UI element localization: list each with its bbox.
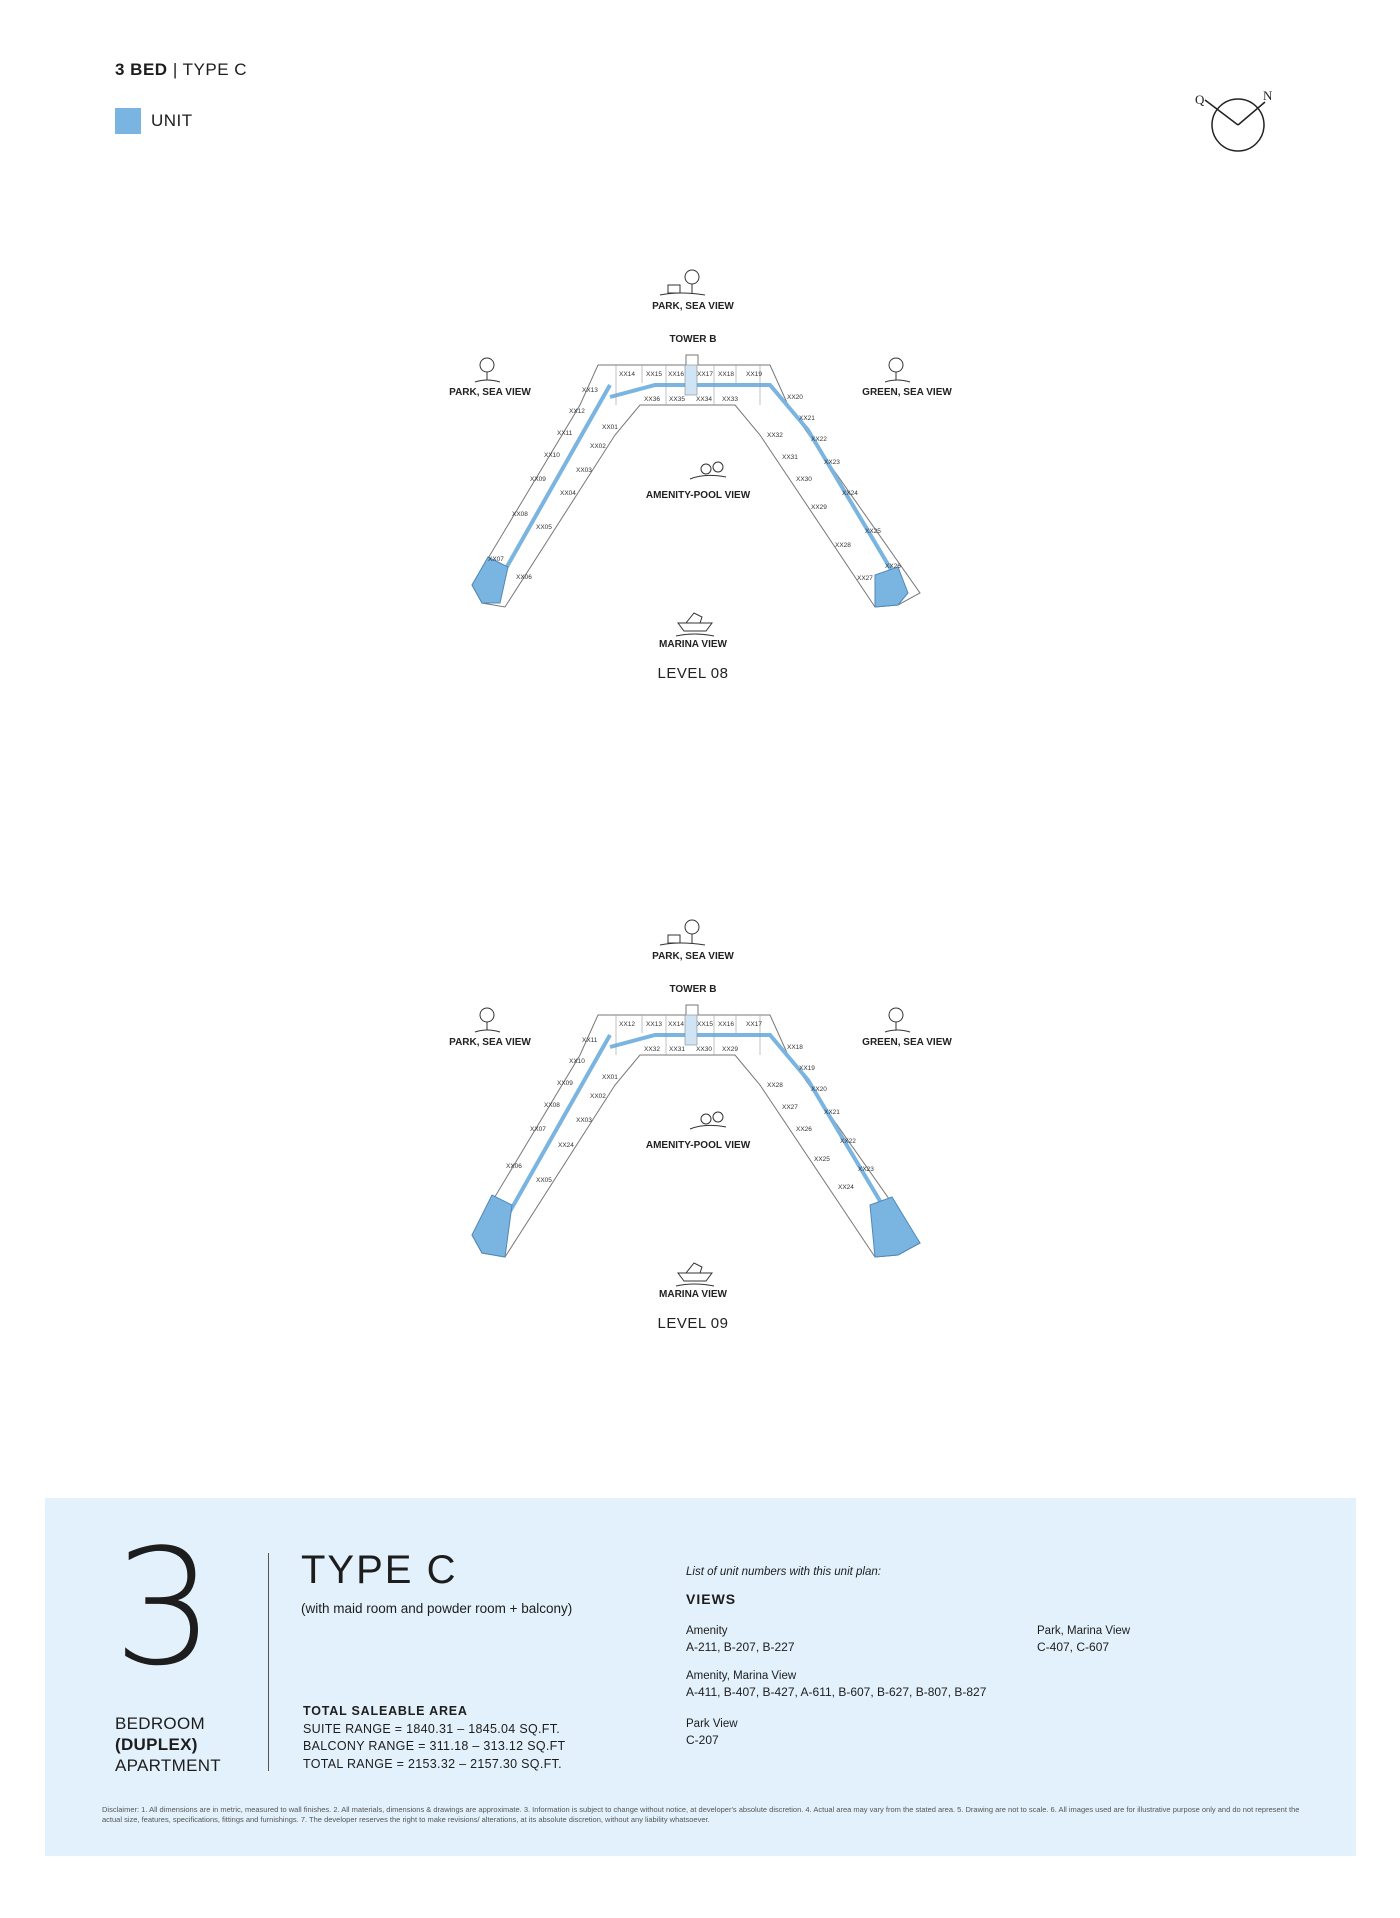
unit-label: XX14 [668, 1021, 684, 1028]
legend-swatch [115, 108, 141, 134]
unit-label: XX27 [857, 575, 873, 582]
unit-label: XX12 [569, 408, 585, 415]
tree-icon [885, 1008, 910, 1032]
unit-label: XX28 [767, 1082, 783, 1089]
boat-icon [676, 613, 714, 636]
floor-plan-drawing [430, 905, 970, 1345]
unit-label: XX01 [602, 1074, 618, 1081]
view-group-units: C-407, C-607 [1037, 1640, 1110, 1654]
top-view-label: PARK, SEA VIEW [652, 301, 734, 312]
unit-label: XX11 [582, 1037, 598, 1044]
unit-type: TYPE C [182, 60, 248, 79]
unit-label: XX25 [814, 1156, 830, 1163]
unit-label: XX04 [560, 490, 576, 497]
tree-icon [475, 1008, 500, 1032]
unit-label: XX15 [646, 371, 662, 378]
highlighted-unit [472, 1195, 512, 1257]
floor-plan-level-08 [430, 255, 970, 695]
level-label: LEVEL 08 [657, 665, 729, 682]
north-compass-icon [1195, 90, 1285, 160]
bedroom-line: (DUPLEX) [115, 1735, 198, 1754]
compass-letter-n: N [1263, 90, 1273, 103]
unit-label: XX26 [796, 1126, 812, 1133]
unit-label: XX32 [644, 1046, 660, 1053]
unit-label: XX13 [646, 1021, 662, 1028]
right-view-label: GREEN, SEA VIEW [862, 1037, 952, 1048]
tree-icon [475, 358, 500, 382]
unit-label: XX24 [838, 1184, 854, 1191]
unit-label: XX05 [536, 524, 552, 531]
bedroom-count-number: 3 [113, 1514, 215, 1701]
unit-label: XX24 [558, 1142, 574, 1149]
unit-label: XX03 [576, 1117, 592, 1124]
page-title [115, 60, 247, 80]
unit-label: XX06 [506, 1163, 522, 1170]
tree-icon [660, 270, 705, 295]
floor-plan-level-09 [430, 905, 970, 1345]
unit-label: XX09 [557, 1080, 573, 1087]
unit-label: XX03 [576, 467, 592, 474]
total-range: TOTAL RANGE = 2153.32 – 2157.30 SQ.FT. [303, 1756, 562, 1771]
unit-label: XX29 [811, 504, 827, 511]
unit-label: XX18 [787, 1044, 803, 1051]
unit-label: XX10 [569, 1058, 585, 1065]
unit-label: XX07 [488, 556, 504, 563]
tree-icon [660, 920, 705, 945]
unit-label: XX01 [602, 424, 618, 431]
view-group-name: Park, Marina View [1037, 1625, 1131, 1637]
unit-label: XX16 [718, 1021, 734, 1028]
suite-range: SUITE RANGE = 1840.31 – 1845.04 SQ.FT. [303, 1721, 561, 1736]
unit-label: XX31 [782, 454, 798, 461]
boat-icon [676, 1263, 714, 1286]
bedroom-type [115, 1713, 221, 1776]
legend-label: UNIT [151, 111, 193, 130]
unit-label: XX21 [824, 1109, 840, 1116]
center-view-label: AMENITY-POOL VIEW [645, 490, 751, 501]
unit-label: XX22 [811, 436, 827, 443]
view-group-name: Park View [686, 1718, 738, 1730]
unit-label: XX15 [697, 1021, 713, 1028]
unit-label: XX30 [796, 476, 812, 483]
tower-label: TOWER B [669, 334, 717, 345]
unit-label: XX23 [858, 1166, 874, 1173]
view-group-name: Amenity [686, 1625, 728, 1637]
unit-label: XX19 [799, 1065, 815, 1072]
level-label: LEVEL 09 [657, 1315, 729, 1332]
unit-label: XX28 [835, 542, 851, 549]
tower-label: TOWER B [669, 984, 717, 995]
disclaimer: Disclaimer: 1. All dimensions are in metric, measured to wall finishes. 2. All materials, dimensions & drawings are approximate. 3. Information is subject to change without notice, at developer's absolute discretion. 4. Actual area may vary from the stated area. 5. Drawing are not to scale. 6. All images used are for illustrative purpose only and do not represent the actual size, features, specifications, fittings and furnishings. 7. The developer reserves the right to make revisions/ alterations, at its absolute discretion, without any liability whatsoever. [102, 1805, 1300, 1824]
unit-label: XX31 [669, 1046, 685, 1053]
views-heading: VIEWS [686, 1591, 737, 1607]
unit-label: XX17 [746, 1021, 762, 1028]
unit-label: XX33 [722, 396, 738, 403]
unit-label: XX21 [799, 415, 815, 422]
left-view-label: PARK, SEA VIEW [449, 387, 531, 398]
top-view-label: PARK, SEA VIEW [652, 951, 734, 962]
saleable-area [303, 1703, 566, 1773]
title-separator: | [172, 60, 178, 79]
unit-label: XX16 [668, 371, 684, 378]
highlighted-unit [870, 1197, 920, 1257]
unit-label: XX02 [590, 1093, 606, 1100]
area-heading: TOTAL SALEABLE AREA [303, 1704, 468, 1718]
unit-label: XX12 [619, 1021, 635, 1028]
unit-label: XX20 [787, 394, 803, 401]
center-view-label: AMENITY-POOL VIEW [645, 1140, 751, 1151]
view-group-units: A-211, B-207, B-227 [686, 1640, 795, 1654]
view-group-name: Amenity, Marina View [686, 1670, 797, 1682]
unit-label: XX02 [590, 443, 606, 450]
unit-list-heading: List of unit numbers with this unit plan: [686, 1566, 881, 1578]
unit-label: XX06 [516, 574, 532, 581]
unit-label: XX10 [544, 452, 560, 459]
unit-label: XX34 [696, 396, 712, 403]
pool-icon [690, 1112, 726, 1129]
divider [268, 1553, 269, 1771]
compass-letter-q: Q [1195, 92, 1205, 107]
view-group [686, 1668, 986, 1700]
unit-label: XX07 [530, 1126, 546, 1133]
view-group [686, 1716, 738, 1748]
view-group-units: C-207 [686, 1733, 719, 1747]
bedroom-line: BEDROOM [115, 1714, 205, 1733]
unit-label: XX14 [619, 371, 635, 378]
tree-icon [885, 358, 910, 382]
left-view-label: PARK, SEA VIEW [449, 1037, 531, 1048]
unit-label: XX13 [582, 387, 598, 394]
view-group-units: A-411, B-407, B-427, A-611, B-607, B-627, B-807, B-827 [686, 1685, 987, 1699]
right-view-label: GREEN, SEA VIEW [862, 387, 952, 398]
unit-label: XX27 [782, 1104, 798, 1111]
unit-label: XX08 [544, 1102, 560, 1109]
bed-count: 3 BED [115, 60, 168, 79]
unit-label: XX32 [767, 432, 783, 439]
unit-label: XX25 [865, 528, 881, 535]
unit-label: XX29 [722, 1046, 738, 1053]
unit-label: XX05 [536, 1177, 552, 1184]
floor-plan-drawing [430, 255, 970, 695]
unit-label: XX30 [696, 1046, 712, 1053]
unit-label: XX26 [885, 563, 901, 570]
legend [115, 108, 193, 134]
unit-label: XX18 [718, 371, 734, 378]
bedroom-line: APARTMENT [115, 1756, 221, 1775]
unit-label: XX20 [811, 1086, 827, 1093]
unit-label: XX22 [840, 1138, 856, 1145]
unit-label: XX24 [842, 490, 858, 497]
type-subtitle: (with maid room and powder room + balcony) [301, 1601, 573, 1616]
unit-label: XX17 [697, 371, 713, 378]
view-group [1037, 1623, 1130, 1655]
unit-label: XX36 [644, 396, 660, 403]
unit-label: XX35 [669, 396, 685, 403]
pool-icon [690, 462, 726, 479]
balcony-range: BALCONY RANGE = 311.18 – 313.12 SQ.FT [303, 1739, 566, 1753]
unit-label: XX19 [746, 371, 762, 378]
type-title: TYPE C [301, 1548, 458, 1592]
bottom-view-label: MARINA VIEW [659, 639, 727, 650]
unit-label: XX11 [557, 430, 573, 437]
view-group [686, 1623, 795, 1655]
unit-label: XX09 [530, 476, 546, 483]
bottom-view-label: MARINA VIEW [659, 1289, 727, 1300]
unit-info-panel [45, 1498, 1356, 1856]
unit-label: XX23 [824, 459, 840, 466]
unit-label: XX08 [512, 511, 528, 518]
